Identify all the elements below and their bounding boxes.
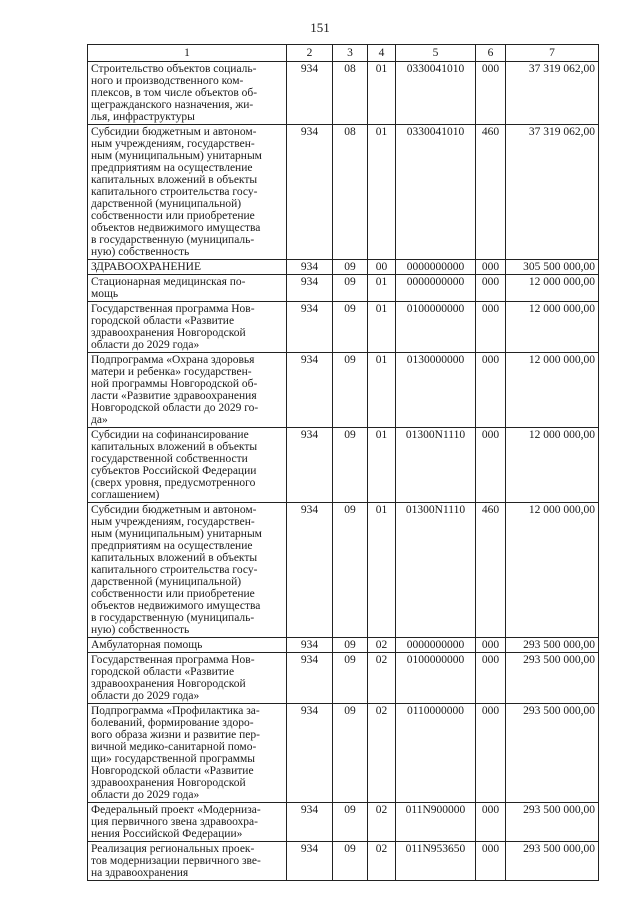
amount: 12 000 000,00 (506, 428, 599, 503)
target-article-code: 0330041010 (396, 125, 476, 260)
target-article-code: 011N953650 (396, 842, 476, 881)
target-article-code: 0100000000 (396, 302, 476, 353)
section-code: 09 (333, 302, 368, 353)
admin-code: 934 (287, 653, 333, 704)
column-header: 1 (88, 45, 287, 62)
section-code: 09 (333, 260, 368, 275)
admin-code: 934 (287, 353, 333, 428)
admin-code: 934 (287, 62, 333, 125)
row-description: Государственная программа Нов- городской области «Развитие здравоохранения Новгородской области до 2029 года» (88, 653, 287, 704)
admin-code: 934 (287, 803, 333, 842)
subsection-code: 01 (368, 125, 396, 260)
table-row (88, 653, 599, 704)
admin-code: 934 (287, 638, 333, 653)
amount: 37 319 062,00 (506, 62, 599, 125)
section-code: 08 (333, 62, 368, 125)
expense-type-code: 000 (476, 704, 506, 803)
subsection-code: 02 (368, 653, 396, 704)
column-header: 7 (506, 45, 599, 62)
expense-type-code: 000 (476, 842, 506, 881)
target-article-code: 0100000000 (396, 653, 476, 704)
expense-type-code: 460 (476, 125, 506, 260)
table-row (88, 260, 599, 275)
table-row (88, 638, 599, 653)
subsection-code: 02 (368, 704, 396, 803)
table-row (88, 704, 599, 803)
expense-type-code: 000 (476, 803, 506, 842)
subsection-code: 02 (368, 638, 396, 653)
target-article-code: 0000000000 (396, 260, 476, 275)
row-description: Амбулаторная помощь (88, 638, 287, 653)
subsection-code: 01 (368, 275, 396, 302)
expense-type-code: 000 (476, 428, 506, 503)
admin-code: 934 (287, 302, 333, 353)
table-row (88, 275, 599, 302)
table-row (88, 302, 599, 353)
subsection-code: 01 (368, 503, 396, 638)
row-description: Федеральный проект «Модерниза- ция первичного звена здравоохра- нения Российской Федерации» (88, 803, 287, 842)
admin-code: 934 (287, 842, 333, 881)
subsection-code: 02 (368, 803, 396, 842)
table-row (88, 125, 599, 260)
table-header-row (88, 45, 599, 62)
table-row (88, 803, 599, 842)
subsection-code: 01 (368, 353, 396, 428)
admin-code: 934 (287, 503, 333, 638)
admin-code: 934 (287, 275, 333, 302)
section-code: 09 (333, 653, 368, 704)
page-number: 151 (310, 20, 330, 35)
amount: 37 319 062,00 (506, 125, 599, 260)
amount: 293 500 000,00 (506, 638, 599, 653)
amount: 293 500 000,00 (506, 704, 599, 803)
section-code: 09 (333, 428, 368, 503)
column-header: 3 (333, 45, 368, 62)
expense-type-code: 000 (476, 260, 506, 275)
subsection-code: 02 (368, 842, 396, 881)
table-row (88, 62, 599, 125)
target-article-code: 0000000000 (396, 275, 476, 302)
amount: 12 000 000,00 (506, 275, 599, 302)
target-article-code: 0130000000 (396, 353, 476, 428)
row-description: Субсидии бюджетным и автоном- ным учреждениям, государствен- ным (муниципальным) унитарным предприятиям на осуществление капитальных вложений в объекты капитального строительства госу- дарственной (муниципальной) собственности или приобретение объектов недвижимого имущества в государственную (муниципаль- ную) собственность (88, 503, 287, 638)
section-code: 09 (333, 842, 368, 881)
column-header: 5 (396, 45, 476, 62)
admin-code: 934 (287, 704, 333, 803)
row-description: Стационарная медицинская по- мощь (88, 275, 287, 302)
table-row (88, 353, 599, 428)
target-article-code: 0110000000 (396, 704, 476, 803)
section-code: 09 (333, 275, 368, 302)
row-description: Реализация региональных проек- тов модернизации первичного зве- на здравоохранения (88, 842, 287, 881)
row-description: Строительство объектов социаль- ного и производственного ком- плексов, в том числе объектов об- щегражданского назначения, жи- лья, инфраструктуры (88, 62, 287, 125)
row-description: ЗДРАВООХРАНЕНИЕ (88, 260, 287, 275)
amount: 293 500 000,00 (506, 803, 599, 842)
amount: 293 500 000,00 (506, 842, 599, 881)
admin-code: 934 (287, 428, 333, 503)
expense-type-code: 000 (476, 62, 506, 125)
budget-table (87, 44, 599, 881)
expense-type-code: 000 (476, 302, 506, 353)
column-header: 2 (287, 45, 333, 62)
table-row (88, 842, 599, 881)
row-description: Подпрограмма «Охрана здоровья матери и ребенка» государствен- ной программы Новгородской об- ласти «Развитие здравоохранения Новгородской области до 2029 го- да» (88, 353, 287, 428)
target-article-code: 0330041010 (396, 62, 476, 125)
expense-type-code: 000 (476, 275, 506, 302)
section-code: 09 (333, 353, 368, 428)
amount: 12 000 000,00 (506, 503, 599, 638)
column-header: 6 (476, 45, 506, 62)
section-code: 09 (333, 803, 368, 842)
target-article-code: 01300N1110 (396, 428, 476, 503)
row-description: Субсидии бюджетным и автоном- ным учреждениям, государствен- ным (муниципальным) унитарным предприятиям на осуществление капитальных вложений в объекты капитального строительства госу- дарственной (муниципальной) собственности или приобретение объектов недвижимого имущества в государственную (муниципаль- ную) собственность (88, 125, 287, 260)
target-article-code: 01300N1110 (396, 503, 476, 638)
section-code: 08 (333, 125, 368, 260)
subsection-code: 01 (368, 428, 396, 503)
subsection-code: 00 (368, 260, 396, 275)
admin-code: 934 (287, 125, 333, 260)
target-article-code: 0000000000 (396, 638, 476, 653)
expense-type-code: 460 (476, 503, 506, 638)
admin-code: 934 (287, 260, 333, 275)
amount: 305 500 000,00 (506, 260, 599, 275)
amount: 12 000 000,00 (506, 302, 599, 353)
row-description: Субсидии на софинансирование капитальных вложений в объекты государственной собственности субъектов Российской Федерации (сверх уровня, предусмотренного соглашением) (88, 428, 287, 503)
section-code: 09 (333, 704, 368, 803)
subsection-code: 01 (368, 62, 396, 125)
expense-type-code: 000 (476, 353, 506, 428)
row-description: Государственная программа Нов- городской области «Развитие здравоохранения Новгородской области до 2029 года» (88, 302, 287, 353)
section-code: 09 (333, 638, 368, 653)
subsection-code: 01 (368, 302, 396, 353)
amount: 293 500 000,00 (506, 653, 599, 704)
row-description: Подпрограмма «Профилактика за- болеваний, формирование здоро- вого образа жизни и развитие пер- вичной медико-санитарной помо- щи» государственной программы Новгородской области «Развитие здравоохранения Новгородской области до 2029 года» (88, 704, 287, 803)
column-header: 4 (368, 45, 396, 62)
amount: 12 000 000,00 (506, 353, 599, 428)
section-code: 09 (333, 503, 368, 638)
table-row (88, 503, 599, 638)
target-article-code: 011N900000 (396, 803, 476, 842)
table-row (88, 428, 599, 503)
expense-type-code: 000 (476, 638, 506, 653)
expense-type-code: 000 (476, 653, 506, 704)
